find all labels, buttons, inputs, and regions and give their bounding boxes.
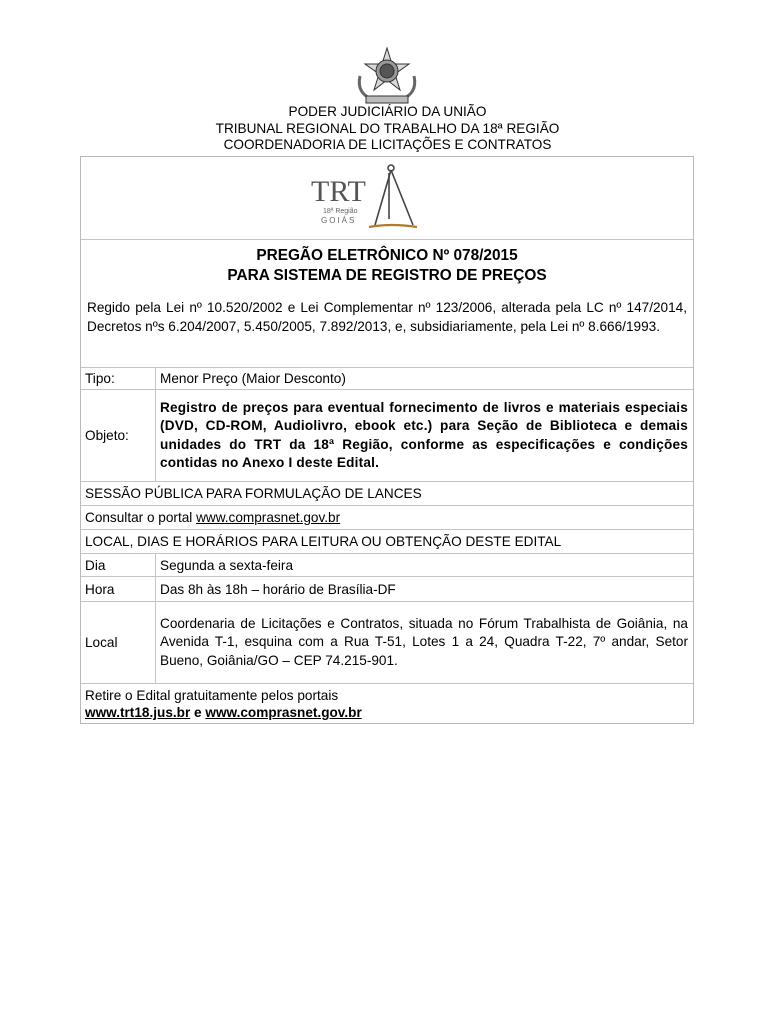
logo-estado-text: GOIÁS bbox=[321, 216, 357, 225]
tipo-label: Tipo: bbox=[81, 368, 156, 389]
hora-label: Hora bbox=[81, 577, 156, 601]
retire-conjunction: e bbox=[194, 705, 202, 720]
legal-basis-text: Regido pela Lei nº 10.520/2002 e Lei Complementar nº 123/2006, alterada pela LC nº 147/2014, Decretos nºs 6.204/2007, 5.450/2005, 7.892/2013, e, subsidiariamente, pela Lei nº 8.666/1993. bbox=[87, 300, 687, 334]
consultar-text: Consultar o portal bbox=[85, 510, 193, 525]
objeto-row bbox=[81, 389, 693, 481]
comprasnet-link-2[interactable]: www.comprasnet.gov.br bbox=[205, 705, 362, 720]
tipo-row bbox=[81, 367, 693, 389]
sessao-title: SESSÃO PÚBLICA PARA FORMULAÇÃO DE LANCES bbox=[85, 486, 422, 501]
logo-row bbox=[81, 157, 693, 239]
trt18-link[interactable]: www.trt18.jus.br bbox=[85, 705, 191, 720]
institution-header bbox=[80, 104, 695, 154]
retire-text: Retire o Edital gratuitamente pelos portais bbox=[85, 688, 339, 703]
logo-dividers-icon bbox=[369, 165, 417, 227]
document-title bbox=[87, 246, 687, 286]
trt18-logo bbox=[309, 161, 435, 233]
logo-regiao-text: 18ª Região bbox=[323, 208, 358, 215]
hora-value: Das 8h às 18h – horário de Brasília-DF bbox=[160, 581, 396, 597]
dia-label: Dia bbox=[81, 554, 156, 576]
logo-trt-text: TRT bbox=[311, 175, 366, 208]
local-value: Coordenaria de Licitações e Contratos, situada no Fórum Trabalhista de Goiânia, na Avenida T-1, esquina com a Rua T-51, Lotes 1 a 24, Quadra T-22, 7º andar, Setor Bueno, Goiânia/GO – CEP 74.215-901. bbox=[160, 615, 688, 668]
objeto-value: Registro de preços para eventual fornecimento de livros e materiais especiais (DVD, CD-ROM, Audiolivro, ebook etc.) para Seção de Biblioteca e demais unidades do TRT da 18ª Região, conforme as especificações e condições contidas no Anexo I deste Edital. bbox=[160, 399, 688, 470]
tipo-value: Menor Preço (Maior Desconto) bbox=[160, 371, 346, 386]
header-line-2: TRIBUNAL REGIONAL DO TRABALHO DA 18ª REGIÃO bbox=[215, 120, 560, 136]
edital-summary-table bbox=[80, 156, 694, 724]
local-label: Local bbox=[81, 602, 156, 683]
retire-row bbox=[81, 683, 693, 723]
brazil-coat-of-arms-icon bbox=[352, 46, 422, 106]
sessao-title-row bbox=[81, 481, 693, 505]
header-line-3: COORDENADORIA DE LICITAÇÕES E CONTRATOS bbox=[223, 137, 552, 152]
title-block bbox=[81, 239, 693, 367]
header-line-1: PODER JUDICIÁRIO DA UNIÃO bbox=[288, 104, 487, 119]
dia-row bbox=[81, 553, 693, 576]
local-row bbox=[81, 601, 693, 683]
local-section-title: LOCAL, DIAS E HORÁRIOS PARA LEITURA OU OBTENÇÃO DESTE EDITAL bbox=[85, 534, 562, 549]
dia-value: Segunda a sexta-feira bbox=[160, 557, 294, 573]
comprasnet-link[interactable]: www.comprasnet.gov.br bbox=[196, 510, 341, 525]
consultar-row bbox=[81, 505, 693, 529]
objeto-label: Objeto: bbox=[81, 390, 156, 481]
hora-row bbox=[81, 576, 693, 601]
title-line-2: PARA SISTEMA DE REGISTRO DE PREÇOS bbox=[227, 267, 547, 284]
local-section-title-row bbox=[81, 529, 693, 553]
title-line-1: PREGÃO ELETRÔNICO Nº 078/2015 bbox=[256, 247, 518, 264]
